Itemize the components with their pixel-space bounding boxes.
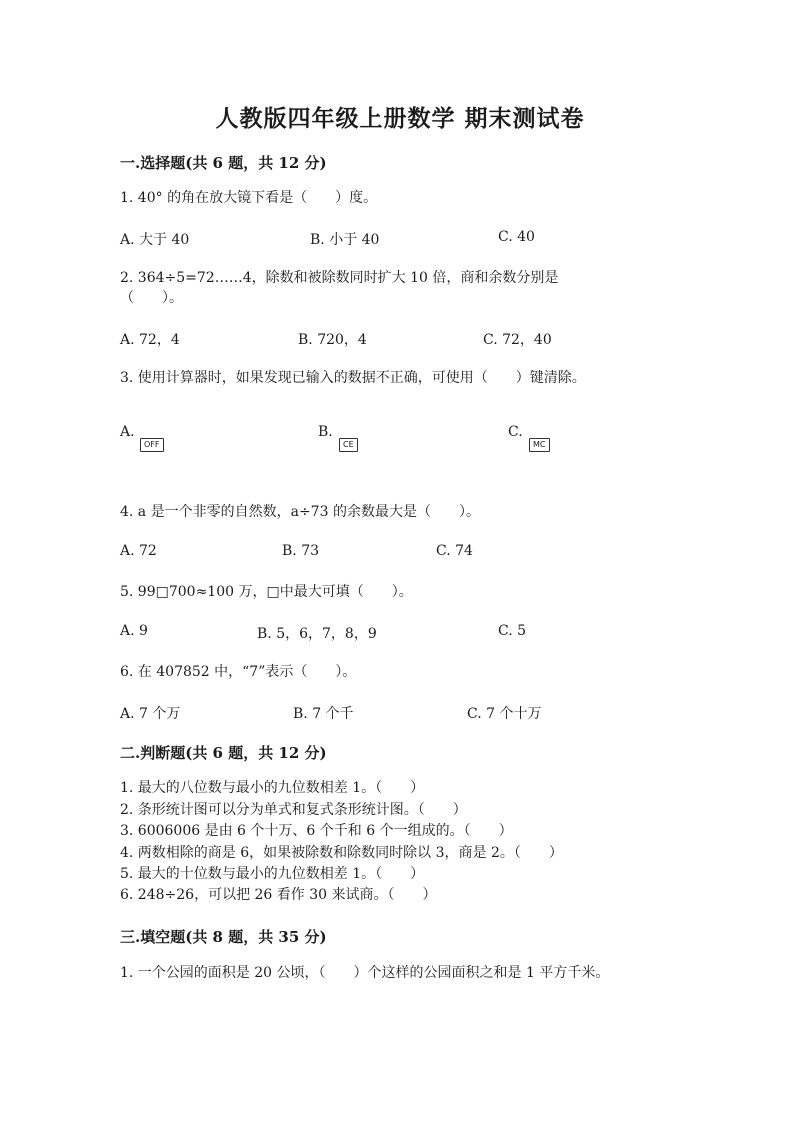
section-heading-judgment: 二.判断题(共 6 题，共 12 分) — [120, 744, 327, 762]
page-title: 人教版四年级上册数学 期末测试卷 — [215, 105, 585, 132]
judgment-item: 6. 248÷26，可以把 26 看作 30 来试商。（ ） — [120, 887, 437, 903]
option-b: B. 5，6，7，8，9 — [257, 626, 377, 642]
question-stem: 5. 99□700≈100 万，□中最大可填（ ）。 — [120, 584, 413, 600]
question-stem: 1. 40° 的角在放大镜下看是（ ）度。 — [120, 190, 378, 206]
option-b: B. — [318, 424, 333, 440]
option-a: A. — [120, 424, 135, 440]
question-stem: 2. 364÷5=72……4，除数和被除数同时扩大 10 倍，商和余数分别是（ ）。 — [120, 270, 559, 306]
option-b: B. 小于 40 — [310, 232, 380, 248]
calculator-key-off: OFF — [140, 438, 164, 452]
option-c: C. 40 — [498, 229, 535, 245]
section-heading-fill-blank: 三.填空题(共 8 题，共 35 分) — [120, 928, 327, 946]
option-c: C. 7 个十万 — [467, 706, 542, 722]
option-a: A. 7 个万 — [120, 706, 181, 722]
option-c: C. 72，40 — [483, 332, 552, 348]
option-b: B. 720，4 — [298, 332, 367, 348]
option-c: C. — [508, 424, 523, 440]
judgment-item: 1. 最大的八位数与最小的九位数相差 1。（ ） — [120, 780, 425, 796]
judgment-item: 3. 6006006 是由 6 个十万、6 个千和 6 个一组成的。（ ） — [120, 823, 513, 839]
judgment-item: 4. 两数相除的商是 6，如果被除数和除数同时除以 3，商是 2。（ ） — [120, 845, 563, 861]
judgment-item: 5. 最大的十位数与最小的九位数相差 1。（ ） — [120, 866, 425, 882]
question-stem: 6. 在 407852 中，“7”表示（ ）。 — [120, 664, 357, 680]
option-a: A. 72 — [120, 543, 157, 559]
option-a: A. 9 — [120, 623, 148, 639]
option-a: A. 72，4 — [120, 332, 180, 348]
option-c: C. 74 — [436, 543, 473, 559]
question-stem: 1. 一个公园的面积是 20 公顷，（ ）个这样的公园面积之和是 1 平方千米。 — [120, 965, 610, 981]
option-c: C. 5 — [498, 623, 527, 639]
calculator-key-mc: MC — [529, 438, 550, 452]
question-stem: 3. 使用计算器时，如果发现已输入的数据不正确，可使用（ ）键清除。 — [120, 370, 586, 386]
judgment-item: 2. 条形统计图可以分为单式和复式条形统计图。（ ） — [120, 802, 467, 818]
section-heading-choice: 一.选择题(共 6 题，共 12 分) — [120, 154, 327, 172]
option-b: B. 7 个千 — [293, 706, 354, 722]
calculator-key-ce: CE — [339, 438, 358, 452]
question-stem: 4. a 是一个非零的自然数，a÷73 的余数最大是（ ）。 — [120, 504, 480, 520]
option-b: B. 73 — [282, 543, 320, 559]
option-a: A. 大于 40 — [120, 232, 190, 248]
